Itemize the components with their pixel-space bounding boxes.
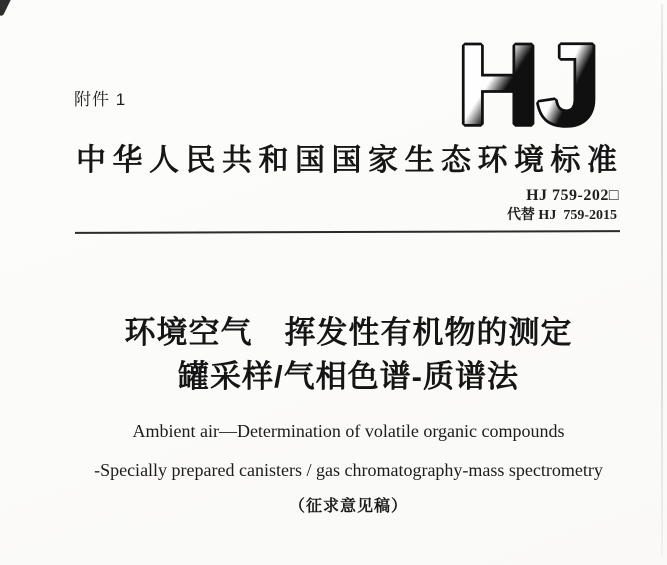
- title-en-line2: -Specially prepared canisters / gas chromatography-mass spectrometry: [94, 460, 603, 480]
- standard-number: HJ 759-202□: [526, 187, 619, 204]
- title-cn-line1: 环境空气 挥发性有机物的测定: [124, 315, 573, 350]
- hj-logo: [455, 30, 597, 132]
- scan-corner-speck: [0, 0, 12, 17]
- logo-letter-j: J: [537, 30, 597, 132]
- hj-logo-icon: [455, 30, 597, 132]
- draft-note: （征求意见稿）: [288, 498, 408, 515]
- replaces-note: 代替 HJ 759-2015: [506, 208, 617, 223]
- title-cn-line2: 罐采样/气相色谱-质谱法: [178, 359, 519, 394]
- attachment-label: 附件 1: [74, 90, 127, 109]
- standard-title: 中华人民共和国国家生态环境标准: [76, 144, 624, 177]
- logo-letter-h: H: [457, 30, 540, 132]
- header-rule: [75, 230, 620, 234]
- title-en-line1: Ambient air—Determination of volatile organic compounds: [132, 421, 565, 441]
